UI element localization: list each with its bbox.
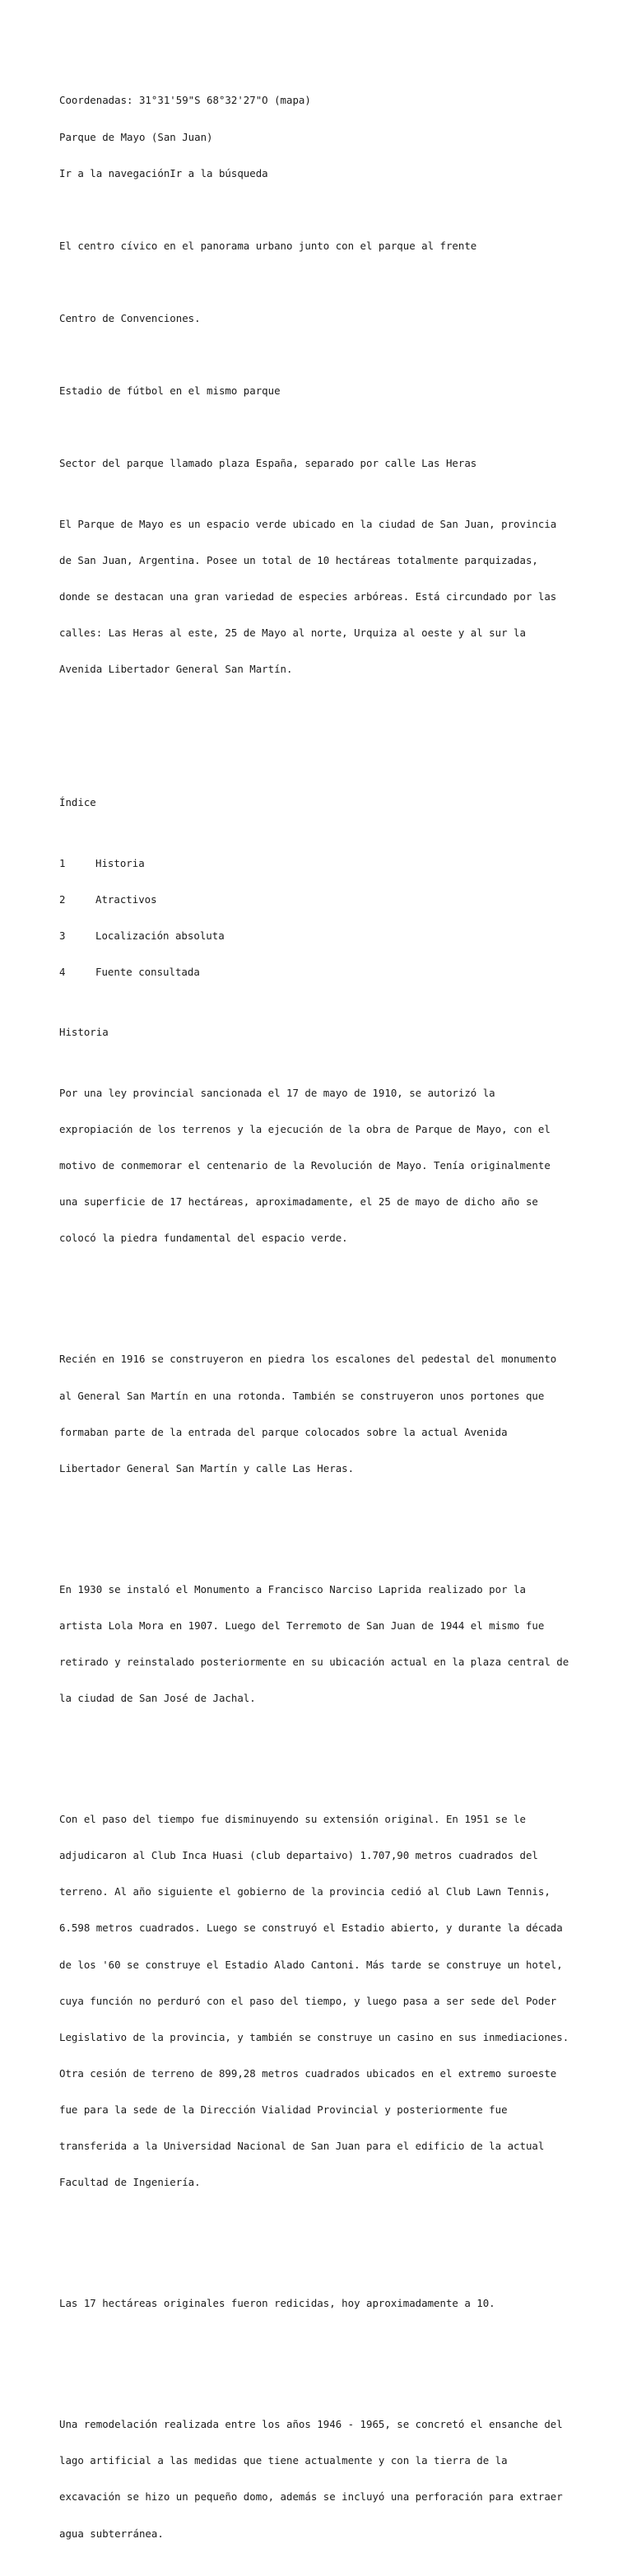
history-paragraph-3 xyxy=(59,1559,586,1729)
paragraph-line: Libertador General San Martín y calle Las Heras. xyxy=(59,1461,355,1474)
paragraph-line: la ciudad de San José de Jachal. xyxy=(59,1692,256,1705)
history-paragraph-6 xyxy=(59,2395,586,2564)
intro-line: El Parque de Mayo es un espacio verde ubicado en la ciudad de San Juan, provincia xyxy=(59,517,557,530)
toc-item-label: Historia xyxy=(95,856,145,869)
paragraph-line: Con el paso del tiempo fue disminuyendo su extensión original. En 1951 se le xyxy=(59,1813,526,1826)
toc-item-number: 3 xyxy=(59,929,66,942)
toc-heading: Índice xyxy=(59,796,96,809)
spacer xyxy=(59,204,586,217)
spacer xyxy=(59,2238,586,2250)
document-body xyxy=(59,71,586,2576)
paragraph-line: formaban parte de la entrada del parque colocados sobre la actual Avenida xyxy=(59,1425,508,1438)
intro-paragraph xyxy=(59,495,586,701)
toc-item-label: Localización absoluta xyxy=(95,929,225,942)
paragraph-line: Legislativo de la provincia, y también se construye un casino en sus inmediaciones. xyxy=(59,2030,569,2043)
paragraph-line: artista Lola Mora en 1907. Luego del Terremoto de San Juan de 1944 el mismo fue xyxy=(59,1619,545,1632)
image-caption-convention-center: Centro de Convenciones. xyxy=(59,312,201,325)
spacer xyxy=(59,1523,586,1535)
nav-links-text: Ir a la navegaciónIr a la búsqueda xyxy=(59,166,268,179)
section-heading-historia: Historia xyxy=(59,1026,109,1039)
history-paragraph-2 xyxy=(59,1330,586,1499)
paragraph-line: Facultad de Ingeniería. xyxy=(59,2176,201,2189)
paragraph-line: Una remodelación realizada entre los años 1946 - 1965, se concretó el ensanche del xyxy=(59,2418,563,2431)
paragraph-line: Otra cesión de terreno de 899,28 metros cuadrados ubicados en el extremo suroeste xyxy=(59,2066,557,2080)
spacer xyxy=(59,1754,586,1766)
toc-list xyxy=(59,833,586,1003)
paragraph-line: motivo de conmemorar el centenario de la Revolución de Mayo. Tenía originalmente xyxy=(59,1159,551,1172)
toc-item-label: Fuente consultada xyxy=(95,965,200,978)
intro-line: de San Juan, Argentina. Posee un total de 10 hectáreas totalmente parquizadas, xyxy=(59,554,538,567)
paragraph-line: 6.598 metros cuadrados. Luego se construyó el Estadio abierto, y durante la década xyxy=(59,1922,563,1935)
paragraph-line: terreno. Al año siguiente el gobierno de la provincia cedió al Club Lawn Tennis, xyxy=(59,1885,551,1898)
spacer xyxy=(59,277,586,289)
intro-line: calles: Las Heras al este, 25 de Mayo al norte, Urquiza al oeste y al sur la xyxy=(59,627,526,640)
paragraph-line: Por una ley provincial sancionada el 17 de mayo de 1910, se autorizó la xyxy=(59,1086,495,1099)
paragraph-line: adjudicaron al Club Inca Huasi (club departaivo) 1.707,90 metros cuadrados del xyxy=(59,1849,538,1862)
paragraph-line: transferida a la Universidad Nacional de San Juan para el edificio de la actual xyxy=(59,2140,545,2153)
paragraph-line: Recién en 1916 se construyeron en piedra los escalones del pedestal del monumento xyxy=(59,1353,557,1366)
toc-item-label: Atractivos xyxy=(95,892,157,906)
intro-line: Avenida Libertador General San Martín. xyxy=(59,663,293,676)
coordinates-line: Coordenadas: 31°31'59"S 68°32'27"O (mapa) xyxy=(59,94,311,107)
toc-item-atractivos[interactable] xyxy=(59,894,586,906)
image-caption-civic-center: El centro cívico en el panorama urbano junto con el parque al frente xyxy=(59,239,477,252)
paragraph-line: excavación se hizo un pequeño domo, además se incluyó una perforación para extraer xyxy=(59,2490,563,2504)
paragraph-line: al General San Martín en una rotonda. También se construyeron unos portones que xyxy=(59,1389,545,1402)
toc-item-historia[interactable] xyxy=(59,858,586,870)
spacer xyxy=(59,1293,586,1306)
toc-item-number: 4 xyxy=(59,965,66,978)
history-paragraph-4 xyxy=(59,1790,586,2214)
page-title: Parque de Mayo (San Juan) xyxy=(59,130,213,143)
history-paragraph-1 xyxy=(59,1064,586,1269)
paragraph-line: retirado y reinstalado posteriormente en su ubicación actual en la plaza central de xyxy=(59,1655,569,1668)
history-paragraph-5 xyxy=(59,2274,586,2335)
toc-item-number: 2 xyxy=(59,892,66,906)
toc-item-fuente[interactable] xyxy=(59,967,586,979)
intro-line: donde se destacan una gran variedad de especies arbóreas. Está circundado por las xyxy=(59,590,557,603)
paragraph-line: Las 17 hectáreas originales fueron redicidas, hoy aproximadamente a 10. xyxy=(59,2297,495,2310)
spacer xyxy=(59,422,586,434)
paragraph-line: de los '60 se construye el Estadio Alado Cantoni. Más tarde se construye un hotel, xyxy=(59,1958,563,1971)
paragraph-line: agua subterránea. xyxy=(59,2527,164,2540)
spacer xyxy=(59,2359,586,2371)
paragraph-line: una superficie de 17 hectáreas, aproximadamente, el 25 de mayo de dicho año se xyxy=(59,1195,538,1209)
spacer xyxy=(59,349,586,361)
toc-item-number: 1 xyxy=(59,856,66,869)
spacer xyxy=(59,724,586,737)
paragraph-line: fue para la sede de la Dirección Vialidad Provincial y posteriormente fue xyxy=(59,2103,508,2116)
spacer xyxy=(59,761,586,773)
image-caption-plaza-espana: Sector del parque llamado plaza España, separado por calle Las Heras xyxy=(59,457,477,470)
paragraph-line: lago artificial a las medidas que tiene actualmente y con la tierra de la xyxy=(59,2454,508,2467)
paragraph-line: colocó la piedra fundamental del espacio verde. xyxy=(59,1232,348,1245)
paragraph-line: expropiación de los terrenos y la ejecución de la obra de Parque de Mayo, con el xyxy=(59,1123,551,1136)
toc-item-localizacion[interactable] xyxy=(59,930,586,943)
paragraph-line: En 1930 se instaló el Monumento a Francisco Narciso Laprida realizado por la xyxy=(59,1582,526,1595)
image-caption-stadium: Estadio de fútbol en el mismo parque xyxy=(59,384,281,398)
paragraph-line: cuya función no perduró con el paso del tiempo, y luego pasa a ser sede del Poder xyxy=(59,1994,557,2007)
